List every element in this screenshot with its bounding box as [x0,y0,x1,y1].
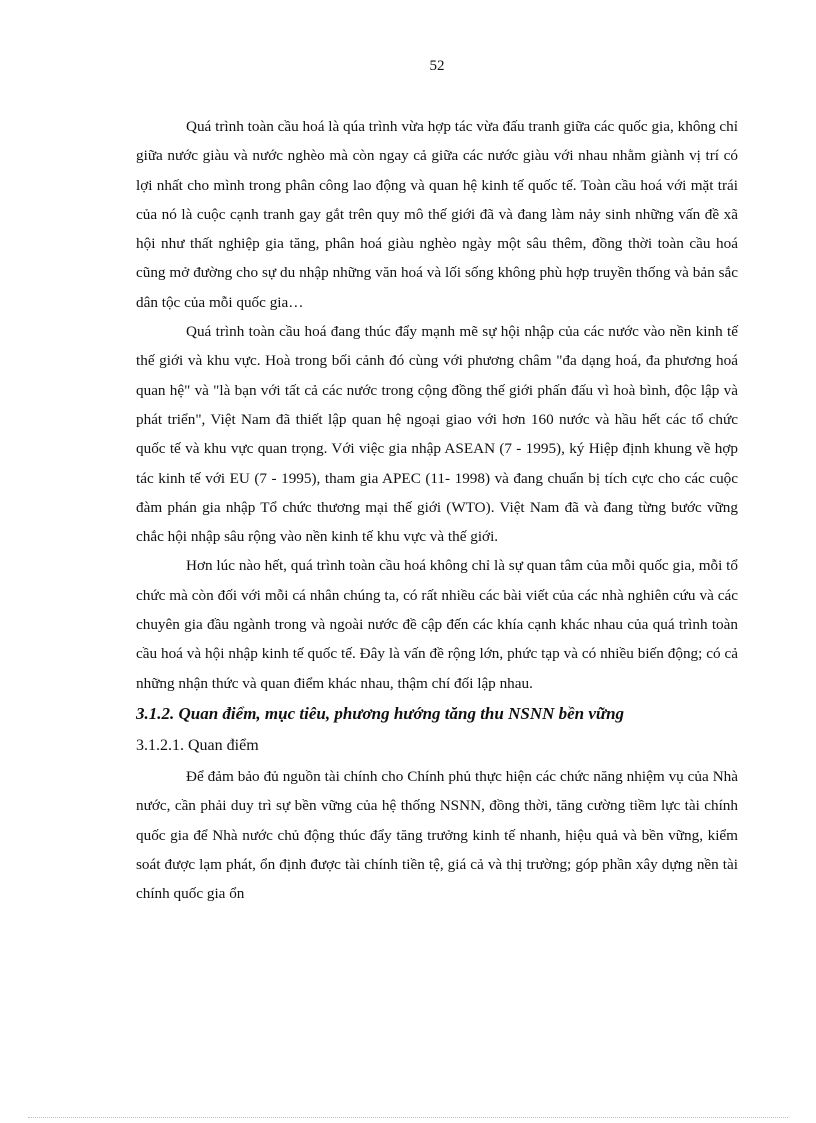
paragraph-integration-vietnam: Quá trình toàn cầu hoá đang thúc đẩy mạnh mẽ sự hội nhập của các nước vào nền kinh tế thế giới và khu vực. Hoà trong bối cảnh đó cùng với phương châm "đa dạng hoá, đa phương hoá quan hệ" và "là bạn với tất cả các nước trong cộng đồng thế giới phấn đấu vì hoà bình, độc lập và phát triển", Việt Nam đã thiết lập quan hệ ngoại giao với hơn 160 nước và hầu hết các tổ chức quốc tế và khu vực quan trọng. Với việc gia nhập ASEAN (7 - 1995), ký Hiệp định khung về hợp tác kinh tế với EU (7 - 1995), tham gia APEC (11- 1998) và đang chuẩn bị tích cực cho các cuộc đàm phán gia nhập Tổ chức thương mại thế giới (WTO). Việt Nam đã và đang từng bước vững chắc hội nhập sâu rộng vào nền kinh tế khu vực và thế giới. [136,323,738,546]
document-body [136,112,738,908]
paragraph-research-interest: Hơn lúc nào hết, quá trình toàn cầu hoá không chỉ là sự quan tâm của mỗi quốc gia, mỗi tổ chức mà còn đối với mỗi cá nhân chúng ta, có rất nhiều các bài viết của các nhà nghiên cứu và các chuyên gia đầu ngành trong và ngoài nước đề cập đến các khía cạnh khác nhau của quá trình toàn cầu hoá và hội nhập kinh tế quốc tế. Đây là vấn đề rộng lớn, phức tạp và có nhiều biến động; có cả những nhận thức và quan điểm khác nhau, thậm chí đối lập nhau. [136,557,738,692]
paragraph-globalization-cooperation: Quá trình toàn cầu hoá là qúa trình vừa hợp tác vừa đấu tranh giữa các quốc gia, không chỉ giữa nước giàu và nước nghèo mà còn ngay cả giữa các nước giàu với nhau nhằm giành vị trí có lợi nhất cho mình trong phân công lao động và quan hệ kinh tế quốc tế. Toàn cầu hoá với mặt trái của nó là cuộc cạnh tranh gay gắt trên quy mô thế giới đã và đang làm nảy sinh những vấn đề xã hội như thất nghiệp gia tăng, phân hoá giàu nghèo ngày một sâu thêm, đồng thời toàn cầu hoá cũng mở đường cho sự du nhập những văn hoá và lối sống không phù hợp truyền thống và bản sắc dân tộc của mỗi quốc gia… [136,118,738,311]
page-number: 52 [429,58,445,74]
section-heading: 3.1.2. Quan điểm, mục tiêu, phương hướng tăng thu NSNN bền vững [136,703,625,723]
subsection-heading: 3.1.2.1. Quan điểm [136,736,259,754]
page-bottom-border [28,1117,788,1118]
paragraph-financial-resources: Để đảm bảo đủ nguồn tài chính cho Chính phủ thực hiện các chức năng nhiệm vụ của Nhà nước, cần phải duy trì sự bền vững của hệ thống NSNN, đồng thời, tăng cường tiềm lực tài chính quốc gia để Nhà nước chủ động thúc đẩy tăng trưởng kinh tế nhanh, hiệu quả và bền vững, kiểm soát được lạm phát, ổn định được tài chính tiền tệ, giá cả và thị trường; góp phần xây dựng nền tài chính quốc gia ổn [136,767,738,903]
